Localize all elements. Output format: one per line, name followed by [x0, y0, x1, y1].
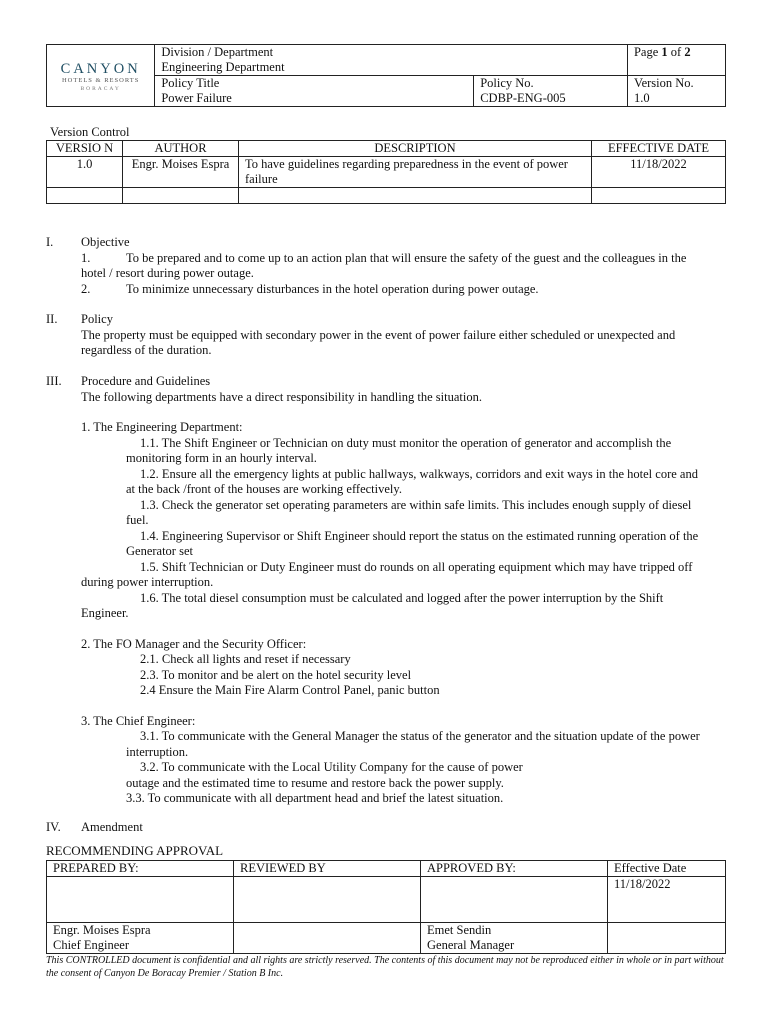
version-cell: [627, 76, 725, 107]
policy-section: [46, 312, 706, 359]
reviewed-by-header: REVIEWED BY: [234, 861, 421, 877]
list-item-continued: outage and the estimated time to resume and restore back the power supply.: [126, 775, 504, 790]
table-row: [47, 877, 726, 923]
table-row: [47, 157, 726, 188]
prepared-by-cell: [47, 923, 234, 954]
list-item: 1.5. Shift Technician or Duty Engineer must do rounds on all operating equipment which may have tripped off during power interruption.: [81, 559, 693, 589]
reviewed-signature: [234, 877, 421, 923]
page-number-cell: Page 1 of 2: [627, 45, 725, 76]
fo-title: 2. The FO Manager and the Security Officer:: [81, 636, 307, 651]
author-header: AUTHOR: [123, 141, 239, 157]
effective-date-cell-value: 11/18/2022: [592, 157, 726, 188]
division-cell: [155, 45, 628, 76]
list-item: 1.6. The total diesel consumption must be calculated and logged after the power interruption by the Shift Engineer.: [81, 590, 664, 620]
logo-name: CANYON: [60, 60, 141, 77]
amendment-section: [46, 820, 706, 836]
version-header: VERSIO N: [47, 141, 123, 157]
approval-label: RECOMMENDING APPROVAL: [46, 843, 224, 858]
approved-by-header: APPROVED BY:: [421, 861, 608, 877]
approval-table: [46, 860, 726, 954]
approved-by-cell: [421, 923, 608, 954]
prepared-signature: [47, 877, 234, 923]
page-total: 2: [684, 45, 691, 59]
policy-title-value: Power Failure: [161, 91, 232, 105]
list-item: 3.3. To communicate with all department head and brief the latest situation.: [126, 791, 504, 805]
version-control-label: Version Control: [50, 125, 130, 139]
effective-date-value: 11/18/2022: [608, 877, 726, 923]
chief-engineer-title: 3. The Chief Engineer:: [81, 713, 196, 728]
author-cell-value: Engr. Moises Espra: [123, 157, 239, 188]
engineering-title: 1. The Engineering Department:: [81, 420, 243, 434]
section-number: III.: [46, 374, 62, 388]
reviewed-by-cell: [234, 923, 421, 954]
section-title: Procedure and Guidelines: [81, 374, 211, 388]
section-title: Objective: [81, 235, 130, 249]
division-label: Division / Department: [161, 45, 274, 59]
table-row: [47, 923, 726, 954]
page-current: 1: [661, 45, 668, 59]
list-item: 1.4. Engineering Supervisor or Shift Engineer should report the status on the estimated running operation of the Generator set: [126, 528, 699, 558]
description-header: DESCRIPTION: [239, 141, 592, 157]
table-row-empty: [47, 188, 726, 204]
prepared-title: Chief Engineer: [53, 938, 130, 952]
section-title: Policy: [81, 312, 113, 326]
policy-no-label: Policy No.: [480, 76, 534, 90]
list-item: 1. To be prepared and to come up to an action plan that will ensure the safety of the guest and the colleagues in the hotel / resort during power outage.: [81, 250, 687, 280]
section-number: IV.: [46, 820, 61, 834]
approved-name: Emet Sendin: [427, 923, 492, 937]
version-value: 1.0: [633, 91, 650, 105]
list-item: 1.2. Ensure all the emergency lights at public hallways, walkways, corridors and exit ways in the hotel core and at the back /front of the houses are working effectively.: [126, 466, 698, 496]
policy-no-cell: [474, 76, 628, 107]
policy-title-label: Policy Title: [161, 76, 220, 90]
list-item: 2.3. To monitor and be alert on the hotel security level: [140, 667, 412, 682]
confidentiality-footer: This CONTROLLED document is confidential and all rights are strictly reserved. The contents of this document may not be reproduced either in whole or in part without the consent of Canyon De Boracay Premier / Station B Inc.: [46, 955, 724, 979]
objective-section: [46, 235, 706, 297]
effective-date-blank: [608, 923, 726, 954]
procedure-section: [46, 374, 706, 807]
division-value: Engineering Department: [161, 60, 285, 74]
document-header: [46, 44, 726, 107]
logo-subtitle: HOTELS & RESORTS: [61, 76, 140, 84]
section-title: Amendment: [81, 820, 143, 834]
procedure-intro: The following departments have a direct responsibility in handling the situation.: [81, 389, 482, 404]
prepared-name: Engr. Moises Espra: [53, 923, 151, 937]
version-label: Version No.: [633, 76, 694, 90]
list-item: 1.1. The Shift Engineer or Technician on duty must monitor the operation of generator and accomplish the monitoring form in an hourly interval.: [126, 435, 672, 465]
list-item: 1.3. Check the generator set operating parameters are within safe limits. This includes enough supply of diesel fuel.: [126, 497, 692, 527]
policy-title-cell: [155, 76, 474, 107]
approved-signature: [421, 877, 608, 923]
table-header-row: [47, 861, 726, 877]
logo-location: BORACAY: [80, 85, 121, 92]
approved-title: General Manager: [427, 938, 515, 952]
effective-date-header: Effective Date: [608, 861, 726, 877]
description-cell-value: To have guidelines regarding preparedness in the event of power failure: [239, 157, 592, 188]
list-item: 3.2. To communicate with the Local Utility Company for the cause of power: [140, 760, 523, 774]
list-item: 3.1. To communicate with the General Manager the status of the generator and the situation update of the power interruption.: [126, 729, 700, 759]
section-number: II.: [46, 312, 58, 326]
effective-date-header: EFFECTIVE DATE: [592, 141, 726, 157]
list-item: 2. To minimize unnecessary disturbances in the hotel operation during power outage.: [81, 281, 539, 296]
version-control-table: [46, 140, 726, 204]
logo-cell: [47, 45, 155, 107]
policy-text: The property must be equipped with secondary power in the event of power failure either scheduled or unexpected and regardless of the duration.: [81, 327, 676, 357]
list-item: 2.1. Check all lights and reset if necessary: [140, 652, 351, 666]
policy-no-value: CDBP-ENG-005: [480, 91, 566, 105]
table-header-row: [47, 141, 726, 157]
section-number: I.: [46, 235, 54, 249]
canyon-logo: [47, 61, 154, 93]
version-cell-value: 1.0: [47, 157, 123, 188]
list-item: 2.4 Ensure the Main Fire Alarm Control Panel, panic button: [140, 683, 440, 697]
prepared-by-header: PREPARED BY:: [47, 861, 234, 877]
